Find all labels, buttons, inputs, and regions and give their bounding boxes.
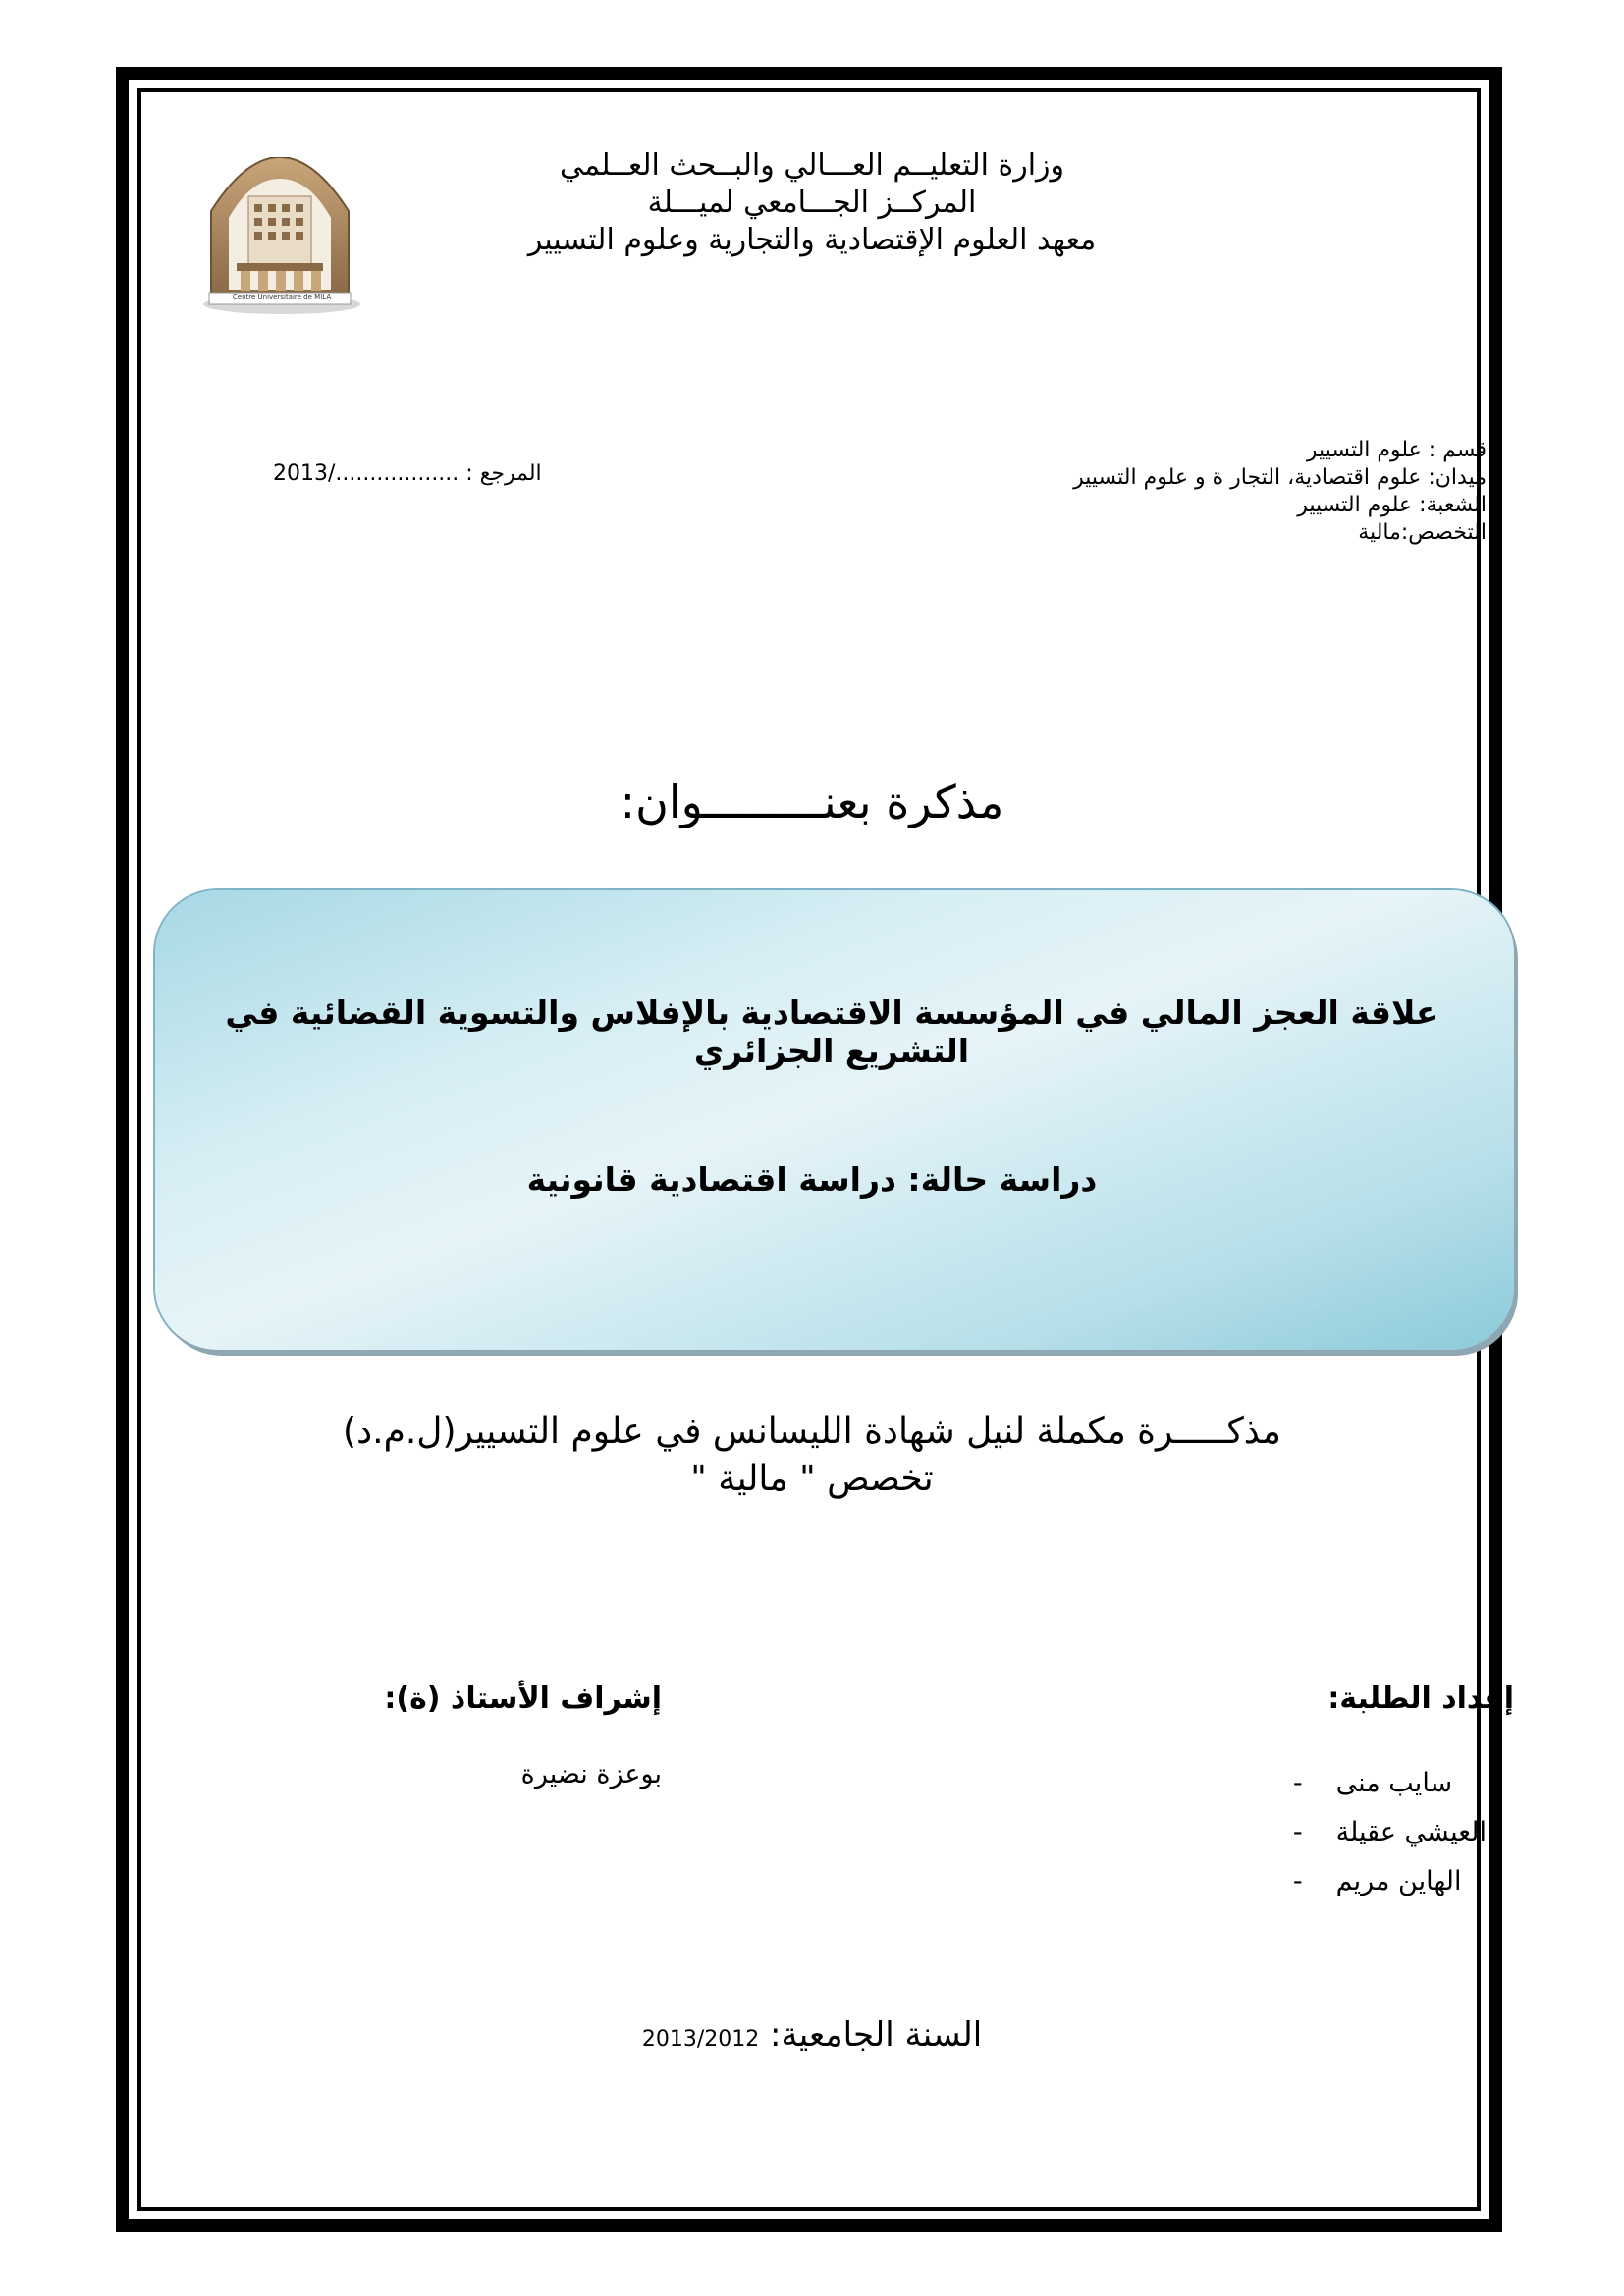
institute-name: معهد العلوم الإقتصادية والتجارية وعلوم التسيير xyxy=(527,223,1097,257)
academic-year xyxy=(0,2015,1624,2055)
list-item: - سايب منى xyxy=(1293,1759,1487,1808)
academic-year-label: السنة الجامعية: xyxy=(770,2015,983,2055)
students-list xyxy=(1293,1759,1487,1906)
degree-line: مذكـــــرة مكملة لنيل شهادة الليسانس في علوم التسيير(ل.م.د) xyxy=(343,1412,1281,1452)
supervisor-label: إشراف الأستاذ (ة): xyxy=(384,1682,662,1716)
program-info xyxy=(937,437,1487,547)
specialty-statement: تخصص " مالية " xyxy=(690,1459,934,1499)
branch-line: الشعبة: علوم التسيير xyxy=(1297,493,1487,517)
logo-caption: Centre Universitaire de MILA xyxy=(232,294,332,301)
case-study-subtitle: دراسة حالة: دراسة اقتصادية قانونية xyxy=(526,1160,1098,1199)
title-box xyxy=(155,890,1514,1350)
supervisor-name: بوعزة نضيرة xyxy=(520,1759,662,1789)
student-name: سايب منى xyxy=(1335,1768,1453,1798)
specialty-line: التخصص:مالية xyxy=(1358,520,1487,545)
thesis-title: علاقة العجز المالي في المؤسسة الاقتصادية بالإفلاس والتسوية القضائية في التشريع الجزائري xyxy=(225,993,1438,1070)
students-label: إعداد الطلبة: xyxy=(1327,1682,1514,1716)
ministry-name: وزارة التعليــم العـــالي والبــحث العــلمي xyxy=(559,148,1064,183)
degree-statement xyxy=(0,1409,1624,1503)
department-line: قسم : علوم التسيير xyxy=(1306,438,1487,462)
student-name: العيشي عقيلة xyxy=(1335,1817,1487,1847)
memo-heading: مذكرة بعنـــــــــوان: xyxy=(620,775,1004,828)
list-item: - الهاين مريم xyxy=(1293,1857,1487,1906)
university-name: المركــز الجـــامعي لميـــلة xyxy=(647,186,977,220)
university-building-logo-icon xyxy=(191,157,363,319)
student-name: الهاين مريم xyxy=(1335,1866,1462,1896)
reference-number: المرجع : ................../2013 xyxy=(273,461,542,486)
academic-year-value: 2013/2012 xyxy=(641,2027,760,2052)
field-line: ميدان: علوم اقتصادية، التجار ة و علوم التسيير xyxy=(1073,465,1487,490)
list-item: - العيشي عقيلة xyxy=(1293,1808,1487,1857)
